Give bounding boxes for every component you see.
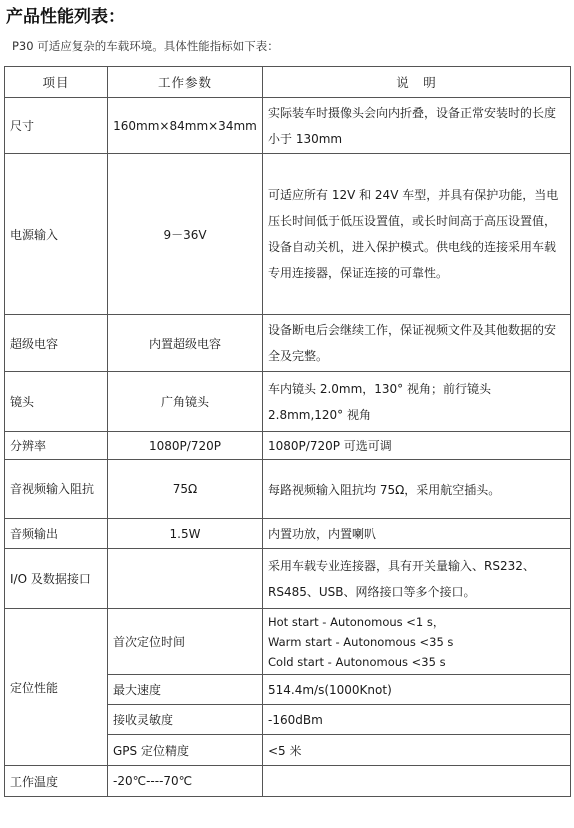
table-row (5, 549, 571, 609)
sub-param: 最大速度 (108, 675, 263, 705)
warm-start-line: Warm start - Autonomous <35 s (268, 634, 454, 649)
row-desc: 采用车载专业连接器，具有开关量输入、RS232、RS485、USB、网络接口等多个接口。 (263, 549, 571, 609)
row-param: 广角镜头 (108, 372, 263, 432)
row-param: 内置超级电容 (108, 315, 263, 372)
table-row (5, 372, 571, 432)
sub-param: 首次定位时间 (108, 609, 263, 675)
row-item: 镜头 (5, 372, 108, 432)
row-param: -20℃----70℃ (108, 766, 263, 797)
sub-param: GPS 定位精度 (108, 735, 263, 766)
row-desc: 车内镜头 2.0mm，130° 视角；前行镜头 2.8mm,120° 视角 (263, 372, 571, 432)
row-desc: 实际装车时摄像头会向内折叠，设备正常安装时的长度小于 130mm (263, 98, 571, 154)
table-row (5, 460, 571, 519)
row-desc: 可适应所有 12V 和 24V 车型，并具有保护功能，当电压长时间低于低压设置值，或长时间高于高压设置值，设备自动关机，进入保护模式。供电线的连接采用车载专用连接器，保证连接的可靠性。 (263, 154, 571, 315)
row-desc: 设备断电后会继续工作，保证视频文件及其他数据的安全及完整。 (263, 315, 571, 372)
sub-desc-first-fix (263, 609, 571, 675)
row-param: 9－36V (108, 154, 263, 315)
table-row (5, 766, 571, 797)
row-desc: 内置功放，内置喇叭 (263, 519, 571, 549)
row-item: 电源输入 (5, 154, 108, 315)
row-item: 超级电容 (5, 315, 108, 372)
header-desc: 说 明 (263, 67, 571, 98)
table-row (5, 432, 571, 460)
sub-desc: -160dBm (263, 705, 571, 735)
row-param: 160mm×84mm×34mm (108, 98, 263, 154)
row-desc (263, 766, 571, 797)
page-title: 产品性能列表： (6, 7, 125, 27)
row-param (108, 549, 263, 609)
row-param: 1080P/720P (108, 432, 263, 460)
row-item-positioning: 定位性能 (5, 609, 108, 766)
cold-start-line: Cold start - Autonomous <35 s (268, 654, 446, 669)
table-row (5, 315, 571, 372)
hot-start-line: Hot start - Autonomous <1 s， (268, 614, 445, 629)
sub-param: 接收灵敏度 (108, 705, 263, 735)
performance-table (4, 66, 571, 797)
row-desc: 1080P/720P 可选可调 (263, 432, 571, 460)
intro-text: P30 可适应复杂的车载环境。具体性能指标如下表： (12, 39, 279, 53)
header-item: 项目 (5, 67, 108, 98)
table-row (5, 154, 571, 315)
row-item: 音视频输入阻抗 (5, 460, 108, 519)
row-param: 75Ω (108, 460, 263, 519)
row-item: I/O 及数据接口 (5, 549, 108, 609)
sub-desc: <5 米 (263, 735, 571, 766)
table-row-positioning (5, 609, 571, 675)
sub-desc: 514.4m/s(1000Knot) (263, 675, 571, 705)
row-item: 工作温度 (5, 766, 108, 797)
row-item: 尺寸 (5, 98, 108, 154)
table-header-row (5, 67, 571, 98)
table-row (5, 519, 571, 549)
table-row (5, 98, 571, 154)
header-param: 工作参数 (108, 67, 263, 98)
row-desc: 每路视频输入阻抗均 75Ω，采用航空插头。 (263, 460, 571, 519)
row-param: 1.5W (108, 519, 263, 549)
row-item: 分辨率 (5, 432, 108, 460)
row-item: 音频输出 (5, 519, 108, 549)
